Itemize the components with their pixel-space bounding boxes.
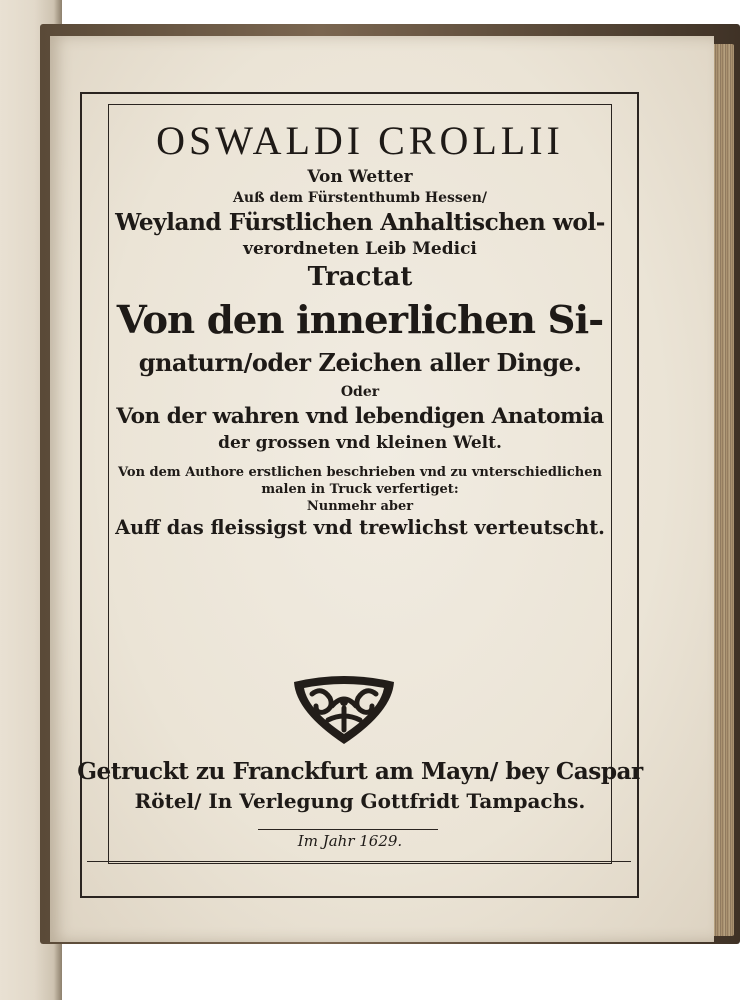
imprint-line-2: Rötel/ In Verlegung Gottfridt Tampachs. bbox=[134, 789, 586, 813]
author-position-line-1: Weyland Fürstlichen Anhaltischen wol- bbox=[115, 209, 605, 236]
conjunction-oder: Oder bbox=[340, 384, 380, 400]
printers-ornament-icon bbox=[288, 672, 400, 746]
subtitle-line-1: Von der wahren vnd lebendigen Anatomia bbox=[116, 404, 604, 429]
publication-note-line-3: Nunmehr aber bbox=[306, 499, 414, 514]
imprint-line-1: Getruckt zu Franckfurt am Mayn/ bey Caspar bbox=[77, 758, 643, 785]
subtitle-line-2: der grossen vnd kleinen Welt. bbox=[218, 433, 502, 453]
author-name: OSWALDI CROLLII bbox=[156, 118, 564, 163]
main-title-line-1: Von den innerlichen Si- bbox=[116, 298, 604, 343]
translation-note: Auff das fleissigst vnd trewlichst verteutscht. bbox=[115, 516, 605, 539]
author-origin-region: Auß dem Fürstenthumb Hessen/ bbox=[232, 190, 488, 206]
main-title-line-2: gnaturn/oder Zeichen aller Dinge. bbox=[138, 348, 582, 377]
publication-year: Im Jahr 1629. bbox=[297, 832, 403, 850]
author-origin-town: Von Wetter bbox=[307, 167, 413, 187]
imprint bbox=[70, 756, 650, 814]
publication-note-line-2: malen in Truck verfertiget: bbox=[261, 482, 459, 497]
work-type: Tractat bbox=[307, 262, 413, 292]
imprint-rule bbox=[258, 829, 438, 830]
author-position-line-2: verordneten Leib Medici bbox=[243, 239, 477, 259]
publication-note-line-1: Von dem Authore erstlichen beschrieben vnd zu vnterschiedlichen bbox=[118, 465, 602, 480]
title-block bbox=[110, 118, 610, 541]
